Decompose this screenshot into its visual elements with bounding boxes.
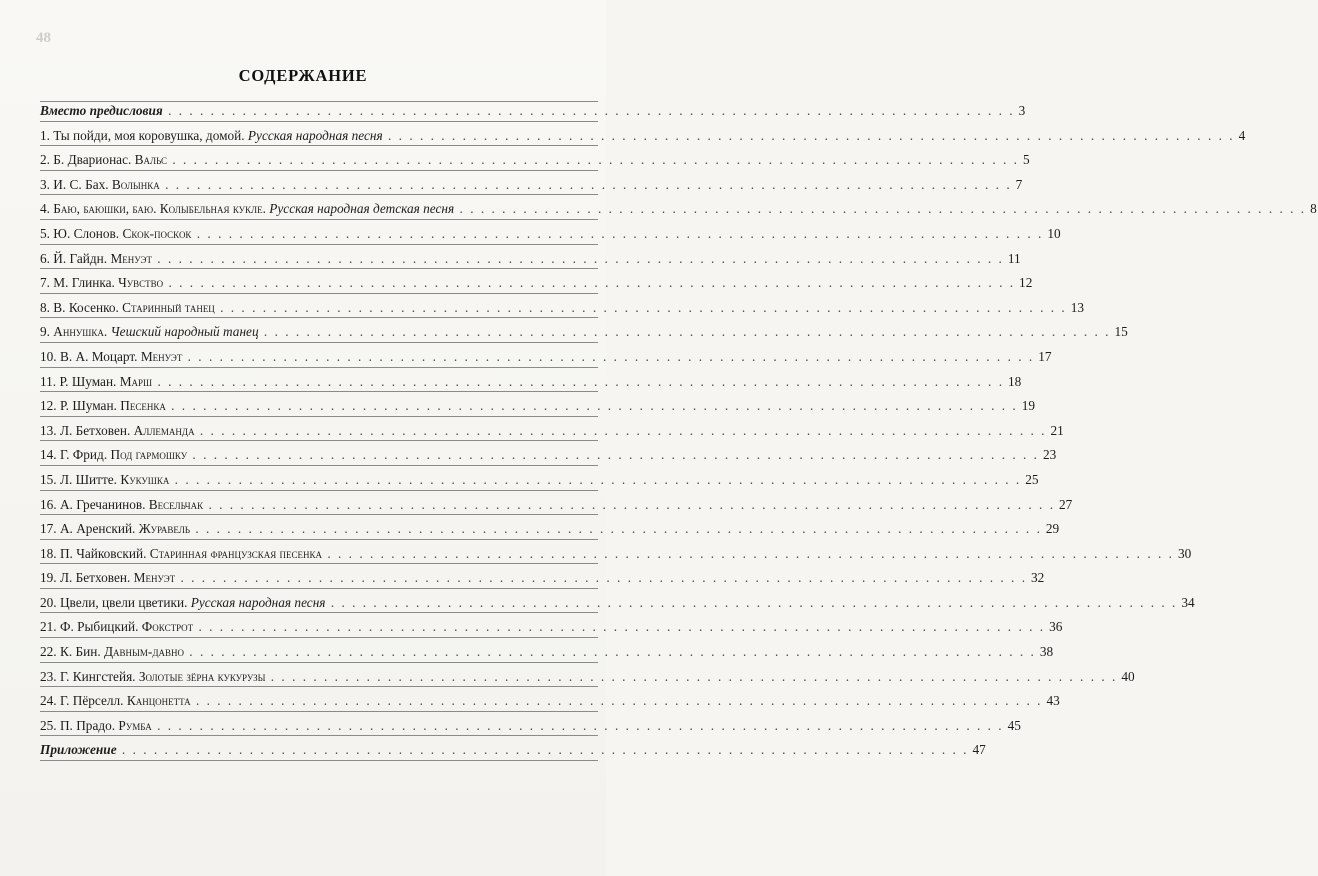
toc-title: Менуэт xyxy=(133,570,176,586)
toc-page-number: 7 xyxy=(1015,176,1023,192)
toc-title: Аллеманда xyxy=(133,422,195,438)
toc-row[interactable]: 13. Л. Бетховен. Аллеманда . . . . . . . . . . . . . . . . . . . . . . . . . . . . . . . . . . . . . . . . . . . . . . . . . . . . . . . . . . . . . . . . . . . . . . . . . . . . . . . . 21 xyxy=(40,419,598,444)
toc-row-appendix[interactable]: Приложение . . . . . . . . . . . . . . . . . . . . . . . . . . . . . . . . . . . . . . . . . . . . . . . . . . . . . . . . . . . . . . . . . . . . . . . . . . . . . . . . 47 xyxy=(40,738,598,763)
toc-title: Старинный танец xyxy=(122,299,215,315)
toc-page-number: 25 xyxy=(1025,471,1039,487)
toc-page-number: 12 xyxy=(1019,275,1033,291)
toc-subtitle: Чешский народный танец xyxy=(110,324,259,340)
toc-author: 12. Р. Шуман. xyxy=(40,398,117,414)
toc-page-number: 8 xyxy=(1310,201,1317,217)
toc-author: 25. П. Прадо. xyxy=(40,717,116,733)
toc-title: Журавель xyxy=(138,521,191,537)
toc-page-number: 27 xyxy=(1059,496,1073,512)
toc-page-number: 19 xyxy=(1021,398,1035,414)
toc-title: Старинная французская песенка xyxy=(149,545,323,561)
toc-page-number: 4 xyxy=(1238,127,1246,143)
toc-author: 22. К. Бин. xyxy=(40,644,101,660)
toc-row[interactable]: 6. Й. Гайдн. Менуэт . . . . . . . . . . . . . . . . . . . . . . . . . . . . . . . . . . . . . . . . . . . . . . . . . . . . . . . . . . . . . . . . . . . . . . . . . . . . . . . . 11 xyxy=(40,247,598,272)
toc-author: 11. Р. Шуман. xyxy=(40,373,117,389)
toc-row[interactable]: 18. П. Чайковский. Старинная французская песенка . . . . . . . . . . . . . . . . . . . . . . . . . . . . . . . . . . . . . . . . . . . . . . . . . . . . . . . . . . . . . . . . . . . . . . . . . . . . . . . . 30 xyxy=(40,542,598,567)
toc-title: Марш xyxy=(119,373,153,389)
toc-author: 2. Б. Дварионас. xyxy=(40,152,132,168)
toc-row[interactable]: 2. Б. Дварионас. Вальс . . . . . . . . . . . . . . . . . . . . . . . . . . . . . . . . . . . . . . . . . . . . . . . . . . . . . . . . . . . . . . . . . . . . . . . . . . . . . . . . 5 xyxy=(40,148,598,173)
toc-row[interactable]: 15. Л. Шитте. Кукушка . . . . . . . . . . . . . . . . . . . . . . . . . . . . . . . . . . . . . . . . . . . . . . . . . . . . . . . . . . . . . . . . . . . . . . . . . . . . . . . . 25 xyxy=(40,468,598,493)
toc-author: 21. Ф. Рыбицкий. xyxy=(40,619,139,635)
toc-title: Канцонетта xyxy=(126,693,191,709)
toc-author: 6. Й. Гайдн. xyxy=(40,250,108,266)
toc-author: 9. Аннушка. xyxy=(40,324,108,340)
toc-page-number: 47 xyxy=(972,742,986,758)
toc-page-number: 29 xyxy=(1045,521,1060,537)
toc-author: 8. В. Косенко. xyxy=(40,299,119,315)
toc-page-number: 10 xyxy=(1047,225,1061,241)
toc-page-number: 18 xyxy=(1008,373,1022,389)
toc-page-number: 40 xyxy=(1121,668,1135,684)
toc-row[interactable]: 25. П. Прадо. Румба . . . . . . . . . . . . . . . . . . . . . . . . . . . . . . . . . . . . . . . . . . . . . . . . . . . . . . . . . . . . . . . . . . . . . . . . . . . . . . . . 45 xyxy=(40,714,598,739)
toc-title: Весельчак xyxy=(148,496,204,512)
toc-author: 17. А. Аренский. xyxy=(40,521,136,537)
toc-author: 10. В. А. Моцарт. xyxy=(40,348,138,364)
toc-row[interactable]: 10. В. А. Моцарт. Менуэт . . . . . . . . . . . . . . . . . . . . . . . . . . . . . . . . . . . . . . . . . . . . . . . . . . . . . . . . . . . . . . . . . . . . . . . . . . . . . . . . 17 xyxy=(40,345,598,370)
toc-author: 1. Ты пойди, моя коровушка, домой. xyxy=(40,127,245,143)
toc-row[interactable]: 17. А. Аренский. Журавель . . . . . . . . . . . . . . . . . . . . . . . . . . . . . . . . . . . . . . . . . . . . . . . . . . . . . . . . . . . . . . . . . . . . . . . . . . . . . . . . 29 xyxy=(40,517,598,542)
toc-row[interactable]: 23. Г. Кингстейя. Золотые зёрна кукурузы . . . . . . . . . . . . . . . . . . . . . . . . . . . . . . . . . . . . . . . . . . . . . . . . . . . . . . . . . . . . . . . . . . . . . . . . . . . . . . . . 40 xyxy=(40,665,598,690)
toc-author: 13. Л. Бетховен. xyxy=(40,422,131,438)
toc-page-number: 23 xyxy=(1042,447,1057,463)
toc-page-number: 45 xyxy=(1007,717,1021,733)
toc-author: 14. Г. Фрид. xyxy=(40,447,108,463)
toc-page-number: 34 xyxy=(1181,594,1195,610)
toc-title: Под гармошку xyxy=(110,447,188,463)
toc-author: 19. Л. Бетховен. xyxy=(40,570,131,586)
toc-title: Приложение xyxy=(40,742,117,758)
page-number: 48 xyxy=(36,30,51,46)
toc-row[interactable]: 21. Ф. Рыбицкий. Фокстрот . . . . . . . . . . . . . . . . . . . . . . . . . . . . . . . . . . . . . . . . . . . . . . . . . . . . . . . . . . . . . . . . . . . . . . . . . . . . . . . . 36 xyxy=(40,615,598,640)
toc-title: Вальс xyxy=(134,152,168,168)
toc-title: Фокстрот xyxy=(141,619,194,635)
toc-row[interactable]: 24. Г. Пёрселл. Канцонетта . . . . . . . . . . . . . . . . . . . . . . . . . . . . . . . . . . . . . . . . . . . . . . . . . . . . . . . . . . . . . . . . . . . . . . . . . . . . . . . . 43 xyxy=(40,689,598,714)
toc-page-number: 15 xyxy=(1114,324,1128,340)
toc-subtitle: Русская народная песня xyxy=(190,594,326,610)
toc-author: 3. И. С. Бах. xyxy=(40,176,109,192)
toc-page-number: 13 xyxy=(1070,299,1084,315)
toc-title: Золотые зёрна кукурузы xyxy=(138,668,266,684)
toc-author: 23. Г. Кингстейя. xyxy=(40,668,136,684)
toc-title: Волынка xyxy=(111,176,160,192)
toc-title: Скок-поскок xyxy=(122,225,192,241)
toc-author: 18. П. Чайковский. xyxy=(40,545,147,561)
toc-row[interactable]: 12. Р. Шуман. Песенка . . . . . . . . . . . . . . . . . . . . . . . . . . . . . . . . . . . . . . . . . . . . . . . . . . . . . . . . . . . . . . . . . . . . . . . . . . . . . . . . 19 xyxy=(40,394,598,419)
toc-title: Румба xyxy=(118,717,152,733)
toc-title: Песенка xyxy=(120,398,166,414)
toc-row[interactable]: 11. Р. Шуман. Марш . . . . . . . . . . . . . . . . . . . . . . . . . . . . . . . . . . . . . . . . . . . . . . . . . . . . . . . . . . . . . . . . . . . . . . . . . . . . . . . . 18 xyxy=(40,370,598,395)
toc-title: Менуэт xyxy=(110,250,152,266)
toc-page-number: 30 xyxy=(1177,545,1192,561)
toc-page-number: 38 xyxy=(1039,644,1054,660)
toc-title: Чувство xyxy=(118,275,164,291)
toc-page-number: 5 xyxy=(1022,152,1030,168)
toc-author: 15. Л. Шитте. xyxy=(40,471,117,487)
toc-author: 16. А. Гречанинов. xyxy=(40,496,146,512)
toc-row[interactable]: 19. Л. Бетховен. Менуэт . . . . . . . . . . . . . . . . . . . . . . . . . . . . . . . . . . . . . . . . . . . . . . . . . . . . . . . . . . . . . . . . . . . . . . . . . . . . . . . . 32 xyxy=(40,566,598,591)
toc-page-number: 21 xyxy=(1050,422,1064,438)
toc-row[interactable]: 5. Ю. Слонов. Скок-поскок . . . . . . . . . . . . . . . . . . . . . . . . . . . . . . . . . . . . . . . . . . . . . . . . . . . . . . . . . . . . . . . . . . . . . . . . . . . . . . . . 10 xyxy=(40,222,598,247)
toc-author: 20. Цвели, цвели цветики. xyxy=(40,594,188,610)
page-title: СОДЕРЖАНИЕ xyxy=(238,66,368,85)
toc-row[interactable]: 4. Баю, баюшки, баю. Колыбельная кукле. Русская народная детская песня . . . . . . . . . . . . . . . . . . . . . . . . . . . . . . . . . . . . . . . . . . . . . . . . . . . . . . . . . . . . . . . . . . . . . . . . . . . . . . . . 8 xyxy=(40,197,598,222)
toc-row[interactable]: 9. Аннушка. Чешский народный танец . . . . . . . . . . . . . . . . . . . . . . . . . . . . . . . . . . . . . . . . . . . . . . . . . . . . . . . . . . . . . . . . . . . . . . . . . . . . . . . . 15 xyxy=(40,320,598,345)
toc-title: Кукушка xyxy=(120,471,170,487)
toc-subtitle: Русская народная песня xyxy=(247,127,383,143)
toc-author: 5. Ю. Слонов. xyxy=(40,225,120,241)
toc-page-number: 36 xyxy=(1049,619,1063,635)
toc-row[interactable]: 7. М. Глинка. Чувство . . . . . . . . . . . . . . . . . . . . . . . . . . . . . . . . . . . . . . . . . . . . . . . . . . . . . . . . . . . . . . . . . . . . . . . . . . . . . . . . 12 xyxy=(40,271,598,296)
toc-author: 4. Баю, баюшки, баю. Колыбельная кукле. xyxy=(40,201,266,217)
toc-row[interactable]: 22. К. Бин. Давным-давно . . . . . . . . . . . . . . . . . . . . . . . . . . . . . . . . . . . . . . . . . . . . . . . . . . . . . . . . . . . . . . . . . . . . . . . . . . . . . . . . 38 xyxy=(40,640,598,665)
table-of-contents xyxy=(40,99,1317,763)
toc-title: Давным-давно xyxy=(103,644,184,660)
toc-author: 7. М. Глинка. xyxy=(40,275,115,291)
toc-page-number: 3 xyxy=(1018,103,1026,118)
toc-page-number: 32 xyxy=(1031,570,1045,586)
toc-author: 24. Г. Пёрселл. xyxy=(40,693,124,709)
toc-title: Вместо предисловия xyxy=(40,103,163,118)
toc-row[interactable]: 16. А. Гречанинов. Весельчак . . . . . . . . . . . . . . . . . . . . . . . . . . . . . . . . . . . . . . . . . . . . . . . . . . . . . . . . . . . . . . . . . . . . . . . . . . . . . . . . 27 xyxy=(40,493,598,518)
toc-row[interactable]: 20. Цвели, цвели цветики. Русская народная песня . . . . . . . . . . . . . . . . . . . . . . . . . . . . . . . . . . . . . . . . . . . . . . . . . . . . . . . . . . . . . . . . . . . . . . . . . . . . . . . . 34 xyxy=(40,591,598,616)
toc-page-number: 17 xyxy=(1038,348,1052,364)
toc-row[interactable]: 14. Г. Фрид. Под гармошку . . . . . . . . . . . . . . . . . . . . . . . . . . . . . . . . . . . . . . . . . . . . . . . . . . . . . . . . . . . . . . . . . . . . . . . . . . . . . . . . 23 xyxy=(40,443,598,468)
toc-row[interactable]: 8. В. Косенко. Старинный танец . . . . . . . . . . . . . . . . . . . . . . . . . . . . . . . . . . . . . . . . . . . . . . . . . . . . . . . . . . . . . . . . . . . . . . . . . . . . . . . . 13 xyxy=(40,296,598,321)
toc-title: Менуэт xyxy=(140,348,183,364)
toc-page-number: 43 xyxy=(1046,693,1060,709)
toc-page-number: 11 xyxy=(1007,250,1021,266)
toc-row[interactable]: 3. И. С. Бах. Волынка . . . . . . . . . . . . . . . . . . . . . . . . . . . . . . . . . . . . . . . . . . . . . . . . . . . . . . . . . . . . . . . . . . . . . . . . . . . . . . . . 7 xyxy=(40,173,598,198)
toc-row[interactable]: 1. Ты пойди, моя коровушка, домой. Русская народная песня . . . . . . . . . . . . . . . . . . . . . . . . . . . . . . . . . . . . . . . . . . . . . . . . . . . . . . . . . . . . . . . . . . . . . . . . . . . . . . . . 4 xyxy=(40,124,598,149)
toc-row-preface[interactable]: Вместо предисловия . . . . . . . . . . . . . . . . . . . . . . . . . . . . . . . . . . . . . . . . . . . . . . . . . . . . . . . . . . . . . . . . . . . . . . . . . . . . . . . . 3 xyxy=(40,99,598,124)
toc-subtitle: Русская народная детская песня xyxy=(269,201,455,217)
